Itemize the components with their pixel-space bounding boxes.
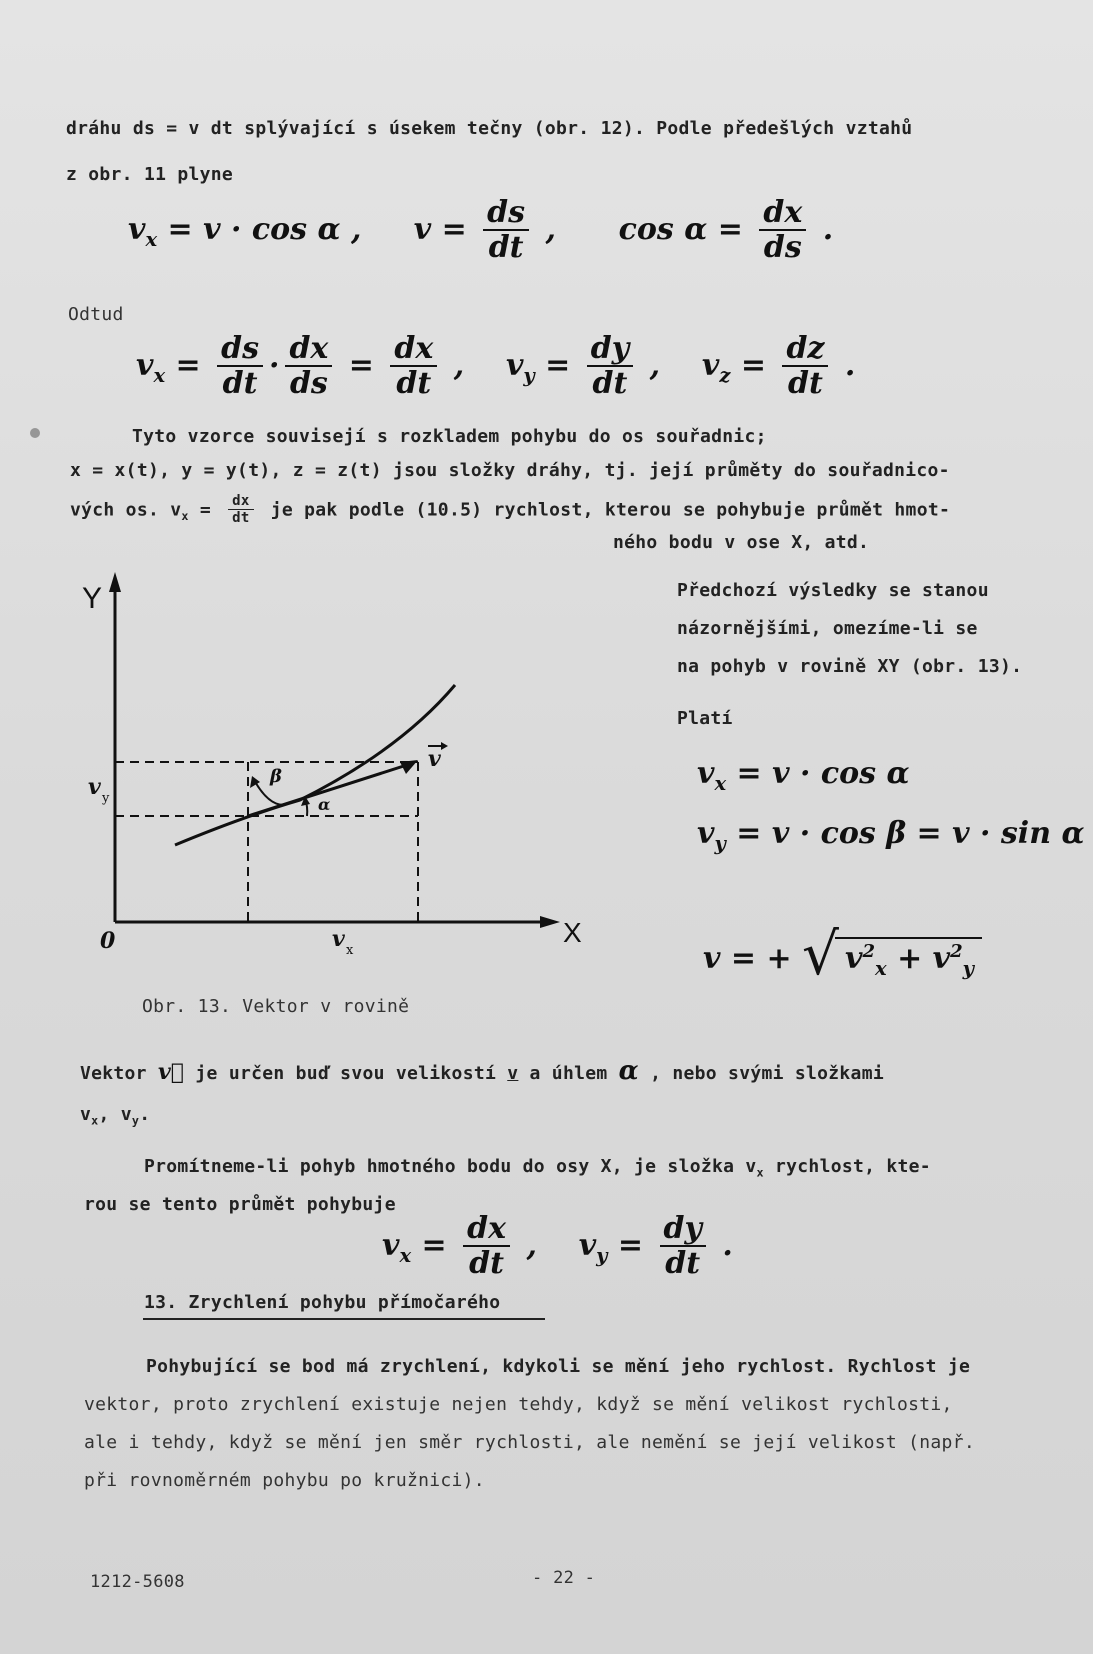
text-span: rychlost, kte- bbox=[775, 1156, 931, 1177]
fraction-denominator: dt bbox=[469, 1246, 504, 1281]
math-expression: = v · cos α , bbox=[167, 211, 362, 247]
alpha-label: α bbox=[318, 795, 331, 814]
math-symbol: v bbox=[136, 347, 154, 383]
vector-diagram-svg bbox=[70, 570, 590, 970]
equation-vy-sin bbox=[697, 816, 1085, 855]
math-operator: . bbox=[844, 347, 856, 383]
math-expression: . bbox=[822, 211, 834, 247]
fraction-numerator: dy bbox=[660, 1212, 706, 1247]
v-vector-label: v bbox=[428, 746, 441, 772]
math-operator: = bbox=[348, 347, 374, 383]
fraction bbox=[587, 332, 633, 402]
math-operator: = bbox=[740, 347, 766, 383]
fraction-denominator: dt bbox=[222, 366, 258, 401]
math-symbol: v bbox=[382, 1227, 400, 1263]
math-symbol: v bbox=[697, 816, 715, 851]
text-span: . bbox=[139, 1104, 151, 1125]
math-subscript: y bbox=[962, 957, 974, 980]
text-line bbox=[144, 1156, 931, 1180]
text-line bbox=[80, 1104, 150, 1128]
text-span: = bbox=[199, 499, 211, 521]
fraction-denominator: dt bbox=[232, 510, 250, 527]
math-expression: = v · cos α bbox=[736, 756, 910, 791]
math-expression: cos α = bbox=[618, 211, 743, 247]
text-span: je pak podle (10.5) rychlost, kterou se pohybuje průmět hmot- bbox=[270, 499, 951, 521]
figure-13-vector-diagram bbox=[70, 570, 590, 974]
text-line: Platí bbox=[677, 708, 733, 729]
math-subscript: y bbox=[523, 363, 535, 387]
math-superscript: 2 bbox=[950, 941, 963, 962]
fraction-denominator: ds bbox=[289, 366, 328, 401]
equation-vx-cos bbox=[697, 756, 910, 795]
text-subscript: y bbox=[131, 1113, 140, 1128]
math-symbol: v bbox=[128, 211, 146, 247]
text-line: na pohyb v rovině XY (obr. 13). bbox=[677, 656, 1023, 677]
fraction-denominator: dt bbox=[788, 366, 823, 401]
math-superscript: 2 bbox=[862, 941, 875, 962]
fraction bbox=[660, 1212, 706, 1282]
x-axis-arrowhead bbox=[540, 916, 560, 928]
fraction-numerator: ds bbox=[483, 196, 529, 231]
math-operator: + bbox=[897, 941, 923, 976]
text-line: vektor, proto zrychlení existuje nejen tehdy, když se mění velikost rychlosti, bbox=[84, 1394, 953, 1415]
text-line: Tyto vzorce souvisejí s rozkladem pohybu do os souřadnic; bbox=[132, 426, 767, 447]
text-span: je určen buď svou velikostí bbox=[195, 1063, 497, 1084]
math-subscript: x bbox=[399, 1243, 412, 1267]
text-line-vector bbox=[80, 1056, 884, 1086]
fraction-denominator: dt bbox=[665, 1246, 701, 1281]
beta-label: β bbox=[270, 766, 282, 787]
text-line: Předchozí výsledky se stanou bbox=[677, 580, 989, 601]
fraction bbox=[463, 1212, 510, 1282]
math-operator: = bbox=[545, 347, 571, 383]
math-operator: = bbox=[421, 1227, 447, 1263]
heading-underline bbox=[143, 1318, 545, 1320]
text-span: , v bbox=[98, 1104, 132, 1125]
math-operator: = bbox=[617, 1227, 644, 1263]
fraction-numerator: dx bbox=[390, 332, 437, 367]
fraction-numerator: ds bbox=[217, 332, 263, 367]
velocity-vector-arrowhead bbox=[400, 760, 418, 774]
text-line: Pohybující se bod má zrychlení, kdykoli se mění jeho rychlost. Rychlost je bbox=[146, 1356, 971, 1377]
equation-component-velocities bbox=[382, 1212, 733, 1282]
math-symbol: v bbox=[505, 347, 524, 383]
math-operator: . bbox=[722, 1227, 733, 1263]
text-line: z obr. 11 plyne bbox=[66, 164, 234, 185]
equation-velocity-derivatives bbox=[136, 332, 855, 402]
text-span: , nebo svými složkami bbox=[650, 1063, 884, 1084]
fraction-numerator: dz bbox=[782, 332, 828, 367]
figure-caption: Obr. 13. Vektor v rovině bbox=[142, 996, 410, 1017]
math-operator: · bbox=[269, 347, 280, 383]
math-subscript: x bbox=[145, 227, 158, 251]
math-subscript: z bbox=[719, 363, 731, 387]
math-symbol: v bbox=[701, 347, 720, 383]
text-span: v bbox=[507, 1063, 519, 1084]
math-expression: = v · cos β = v · sin α bbox=[736, 816, 1085, 851]
vy-label: v bbox=[88, 774, 101, 800]
text-line-with-fraction bbox=[70, 494, 950, 526]
fraction-numerator: dy bbox=[587, 332, 633, 367]
math-subscript: x bbox=[153, 363, 166, 387]
math-operator: , bbox=[649, 347, 661, 383]
math-subscript: y bbox=[596, 1243, 608, 1267]
text-line: ného bodu v ose X, atd. bbox=[613, 532, 870, 553]
text-line: x = x(t), y = y(t), z = z(t) jsou složky dráhy, tj. její průměty do souřadnico- bbox=[70, 460, 950, 481]
paper-smudge bbox=[30, 428, 40, 438]
vx-label-subscript: x bbox=[346, 943, 354, 958]
fraction-numerator: dx bbox=[228, 494, 253, 510]
section-heading: 13. Zrychlení pohybu přímočarého bbox=[144, 1292, 501, 1313]
math-symbol: v bbox=[578, 1227, 597, 1263]
math-operator: = bbox=[175, 347, 201, 383]
fraction-numerator: dx bbox=[759, 196, 806, 231]
text-subscript: x bbox=[756, 1165, 764, 1180]
text-span: a úhlem bbox=[529, 1063, 608, 1084]
text-span: vých os. v bbox=[70, 499, 182, 521]
y-axis-arrowhead bbox=[109, 572, 121, 592]
text-span: Vektor bbox=[80, 1063, 147, 1084]
fraction bbox=[782, 332, 828, 402]
fraction bbox=[483, 196, 529, 266]
fraction-numerator: dx bbox=[285, 332, 332, 367]
text-span: Promítneme-li pohyb hmotného bodu do osy X, je složka v bbox=[144, 1156, 757, 1177]
math-subscript: x bbox=[874, 957, 887, 980]
fraction bbox=[390, 332, 437, 402]
text-line: Odtud bbox=[68, 304, 124, 325]
fraction-numerator: dx bbox=[463, 1212, 510, 1247]
fraction-denominator: dt bbox=[488, 230, 524, 265]
fraction bbox=[217, 332, 263, 402]
vector-v-symbol: v⃗ bbox=[157, 1059, 185, 1085]
v-vector-label-arrowhead bbox=[441, 742, 448, 750]
alpha-symbol: α bbox=[618, 1056, 639, 1086]
text-line: rou se tento průmět pohybuje bbox=[84, 1194, 396, 1215]
fraction bbox=[285, 332, 332, 402]
text-line: názornějšími, omezíme-li se bbox=[677, 618, 978, 639]
math-operator: , bbox=[453, 347, 465, 383]
math-expression: , bbox=[545, 211, 556, 247]
math-symbol: v bbox=[697, 756, 715, 791]
math-symbol: v bbox=[845, 941, 863, 976]
math-symbol: v bbox=[932, 941, 951, 976]
fraction-denominator: dt bbox=[592, 366, 628, 401]
fraction bbox=[228, 494, 253, 526]
text-line: ale i tehdy, když se mění jen směr rychlosti, ale nemění se její velikost (např. bbox=[84, 1432, 975, 1453]
x-axis-label: X bbox=[563, 917, 582, 948]
vy-label-subscript: y bbox=[102, 791, 110, 806]
text-span: v bbox=[80, 1104, 92, 1125]
fraction bbox=[759, 196, 806, 266]
vx-label: v bbox=[332, 926, 345, 952]
text-line: dráhu ds = v dt splývající s úsekem tečny (obr. 12). Podle předešlých vztahů bbox=[66, 118, 913, 139]
math-subscript: x bbox=[714, 772, 727, 795]
equation-velocity-components bbox=[128, 196, 833, 266]
fraction-denominator: ds bbox=[763, 230, 802, 265]
math-expression: v = + bbox=[703, 941, 792, 976]
text-line: při rovnoměrném pohybu po kružnici). bbox=[84, 1470, 485, 1491]
math-subscript: y bbox=[714, 832, 726, 855]
text-subscript: x bbox=[91, 1113, 99, 1128]
fraction-denominator: dt bbox=[396, 366, 432, 401]
y-axis-label: Y bbox=[82, 582, 103, 615]
math-expression: v = bbox=[413, 211, 467, 247]
text-subscript: x bbox=[181, 508, 189, 523]
sqrt-radicand bbox=[835, 937, 982, 980]
page-number: - 22 - bbox=[532, 1568, 596, 1588]
footer-code: 1212-5608 bbox=[90, 1572, 185, 1592]
origin-label: 0 bbox=[100, 928, 116, 954]
math-operator: , bbox=[526, 1227, 537, 1263]
sqrt-sign: √ bbox=[802, 920, 840, 988]
equation-v-magnitude bbox=[703, 920, 982, 988]
